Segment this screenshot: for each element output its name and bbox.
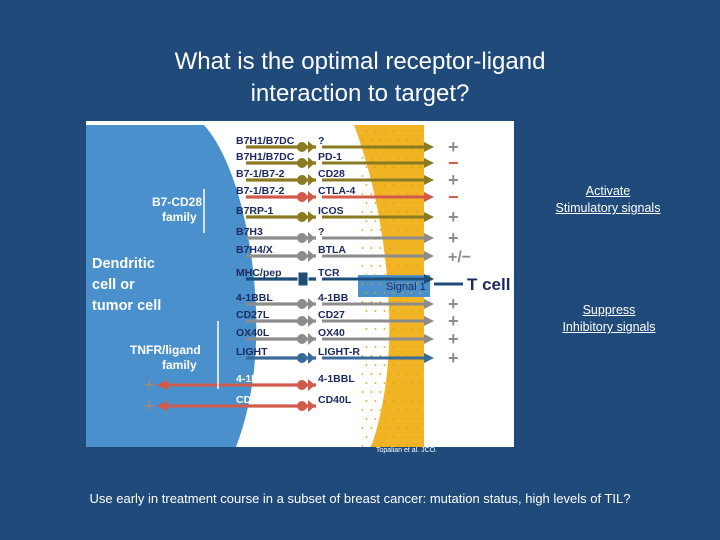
t-cell-dot xyxy=(402,166,404,168)
t-cell-dot xyxy=(375,274,377,276)
ligand-label: B7RP-1 xyxy=(236,205,274,217)
t-cell-dot xyxy=(384,346,386,348)
t-cell-dot xyxy=(420,184,422,186)
dendritic-cell-label-1: Dendritic xyxy=(92,256,155,272)
t-cell-dot xyxy=(380,175,382,177)
receptor-label: OX40 xyxy=(318,327,345,339)
t-cell-dot xyxy=(393,346,395,348)
signal-1-label: Signal 1 xyxy=(386,281,426,293)
t-cell-dot xyxy=(393,328,395,330)
effect-symbol: − xyxy=(448,153,459,173)
t-cell-dot xyxy=(375,130,377,132)
t-cell-label: T cell xyxy=(467,275,511,294)
t-cell-dot xyxy=(375,400,377,402)
t-cell-dot xyxy=(393,436,395,438)
t-cell-dot xyxy=(380,229,382,231)
t-cell-dot xyxy=(393,400,395,402)
t-cell-dot xyxy=(393,166,395,168)
t-cell-dot xyxy=(407,175,409,177)
t-cell-dot xyxy=(411,202,413,204)
t-cell-dot xyxy=(407,265,409,267)
t-cell-dot xyxy=(411,220,413,222)
t-cell-dot xyxy=(407,139,409,141)
ligand-label: OX40L xyxy=(236,327,270,339)
t-cell-dot xyxy=(366,418,368,420)
inhibitory-signals-label: Inhibitory signals xyxy=(562,320,656,334)
t-cell-dot xyxy=(398,373,400,375)
t-cell-dot xyxy=(411,310,413,312)
t-cell-dot xyxy=(411,436,413,438)
t-cell-dot xyxy=(407,229,409,231)
t-cell-dot xyxy=(411,382,413,384)
t-cell-dot xyxy=(375,184,377,186)
t-cell-dot xyxy=(402,274,404,276)
t-cell-dot xyxy=(384,382,386,384)
ligand-label: LIGHT xyxy=(236,346,268,358)
t-cell-dot xyxy=(411,364,413,366)
t-cell-dot xyxy=(420,202,422,204)
t-cell-dot xyxy=(416,175,418,177)
t-cell-dot xyxy=(384,364,386,366)
t-cell-dot xyxy=(362,247,364,249)
t-cell-dot xyxy=(416,373,418,375)
t-cell-dot xyxy=(380,247,382,249)
t-cell-dot xyxy=(402,436,404,438)
t-cell-dot xyxy=(398,193,400,195)
t-cell-dot xyxy=(411,130,413,132)
citation: Topalian et al. JCO. xyxy=(376,447,438,454)
suppress-label: Suppress xyxy=(582,303,636,317)
t-cell-dot xyxy=(393,310,395,312)
t-cell-dot xyxy=(402,220,404,222)
t-cell-dot xyxy=(420,310,422,312)
t-cell-dot xyxy=(366,292,368,294)
ligand-label: 4-1BB xyxy=(236,373,267,385)
t-cell-dot xyxy=(389,391,391,393)
receptor-knob xyxy=(297,353,307,363)
t-cell-dot xyxy=(389,211,391,213)
receptor-label: 4-1BB xyxy=(318,292,349,304)
t-cell-dot xyxy=(411,400,413,402)
t-cell-dot xyxy=(366,130,368,132)
t-cell-dot xyxy=(402,400,404,402)
t-cell-dot xyxy=(380,157,382,159)
effect-symbol: + xyxy=(448,170,459,190)
t-cell-dot xyxy=(362,139,364,141)
t-cell-dot xyxy=(362,427,364,429)
ligand-label: 4-1BBL xyxy=(236,292,273,304)
ligand-label: B7H4/X xyxy=(236,244,273,256)
t-cell-dot xyxy=(371,229,373,231)
t-cell-dot xyxy=(416,247,418,249)
t-cell-dot xyxy=(371,373,373,375)
t-cell-dot xyxy=(371,391,373,393)
t-cell-dot xyxy=(402,346,404,348)
t-cell-dot xyxy=(398,157,400,159)
t-cell-dot xyxy=(375,220,377,222)
receptor-knob xyxy=(297,233,307,243)
t-cell-dot xyxy=(398,409,400,411)
receptor-ligand-figure xyxy=(86,121,514,447)
t-cell-dot xyxy=(420,364,422,366)
t-cell-dot xyxy=(416,265,418,267)
activate-label: Activate xyxy=(585,184,631,198)
effect-symbol: + xyxy=(448,329,459,349)
t-cell-dot xyxy=(375,328,377,330)
receptor-label: CTLA-4 xyxy=(318,185,356,197)
footer-note: Use early in treatment course in a subset of breast cancer: mutation status, high levels of TIL? xyxy=(89,491,631,506)
t-cell-dot xyxy=(380,283,382,285)
t-cell-dot xyxy=(366,202,368,204)
t-cell-dot xyxy=(389,409,391,411)
t-cell-dot xyxy=(375,346,377,348)
t-cell-dot xyxy=(393,184,395,186)
t-cell-dot xyxy=(384,328,386,330)
t-cell-dot xyxy=(416,391,418,393)
t-cell-dot xyxy=(407,391,409,393)
mhc-tcr-square xyxy=(298,272,308,286)
t-cell-dot xyxy=(420,166,422,168)
receptor-label: BTLA xyxy=(318,244,346,256)
t-cell-dot xyxy=(402,202,404,204)
t-cell-dot xyxy=(375,382,377,384)
t-cell-dot xyxy=(362,193,364,195)
t-cell-dot xyxy=(371,283,373,285)
t-cell-dot xyxy=(398,175,400,177)
t-cell-dot xyxy=(375,310,377,312)
t-cell-dot xyxy=(362,445,364,447)
t-cell-dot xyxy=(402,418,404,420)
t-cell-dot xyxy=(371,175,373,177)
t-cell-dot xyxy=(420,328,422,330)
t-cell-dot xyxy=(362,229,364,231)
t-cell-dot xyxy=(371,247,373,249)
t-cell-dot xyxy=(407,427,409,429)
ligand-label: CD40 xyxy=(236,394,263,406)
effect-symbol: + xyxy=(448,311,459,331)
stimulatory-signals-label: Stimulatory signals xyxy=(555,201,661,215)
t-cell-dot xyxy=(407,157,409,159)
t-cell-dot xyxy=(389,247,391,249)
ligand-label: B7-1/B7-2 xyxy=(236,168,285,180)
t-cell-dot xyxy=(393,220,395,222)
t-cell-dot xyxy=(384,310,386,312)
t-cell-dot xyxy=(393,130,395,132)
t-cell-dot xyxy=(371,193,373,195)
effect-symbol: + xyxy=(144,396,155,416)
t-cell-dot xyxy=(393,418,395,420)
t-cell-dot xyxy=(402,130,404,132)
t-cell-dot xyxy=(384,166,386,168)
t-cell-dot xyxy=(380,427,382,429)
t-cell-dot xyxy=(411,166,413,168)
title-line-2: interaction to target? xyxy=(250,80,470,107)
t-cell-dot xyxy=(366,274,368,276)
t-cell-dot xyxy=(402,184,404,186)
receptor-knob xyxy=(297,192,307,202)
ligand-label: B7H1/B7DC xyxy=(236,151,295,163)
effect-symbol: − xyxy=(448,187,459,207)
t-cell-dot xyxy=(366,328,368,330)
t-cell-dot xyxy=(384,130,386,132)
t-cell-dot xyxy=(362,283,364,285)
t-cell-dot xyxy=(402,382,404,384)
t-cell-dot xyxy=(398,391,400,393)
t-cell-dot xyxy=(380,265,382,267)
t-cell-dot xyxy=(371,139,373,141)
t-cell-dot xyxy=(389,373,391,375)
slide-title xyxy=(80,46,640,110)
t-cell-dot xyxy=(362,409,364,411)
t-cell-dot xyxy=(371,265,373,267)
effect-symbol: + xyxy=(448,228,459,248)
receptor-knob xyxy=(297,158,307,168)
t-cell-dot xyxy=(411,274,413,276)
t-cell-dot xyxy=(416,229,418,231)
t-cell-dot xyxy=(416,157,418,159)
t-cell-dot xyxy=(389,229,391,231)
receptor-knob xyxy=(297,142,307,152)
t-cell-dot xyxy=(420,436,422,438)
t-cell-dot xyxy=(420,418,422,420)
t-cell-dot xyxy=(375,418,377,420)
t-cell-dot xyxy=(389,265,391,267)
receptor-knob xyxy=(297,299,307,309)
t-cell-dot xyxy=(402,310,404,312)
t-cell-dot xyxy=(375,202,377,204)
t-cell-dot xyxy=(389,193,391,195)
effect-symbol: + xyxy=(448,348,459,368)
receptor-knob xyxy=(297,212,307,222)
t-cell-dot xyxy=(375,166,377,168)
receptor-label: 4-1BBL xyxy=(318,373,355,385)
t-cell-dot xyxy=(398,265,400,267)
t-cell-dot xyxy=(362,211,364,213)
receptor-knob xyxy=(297,175,307,185)
receptor-knob xyxy=(297,334,307,344)
receptor-label: ? xyxy=(318,135,325,147)
t-cell-dot xyxy=(389,139,391,141)
ligand-label: CD27L xyxy=(236,309,270,321)
b7-family-label-2: family xyxy=(162,210,197,224)
receptor-label: LIGHT-R xyxy=(318,346,360,358)
t-cell-dot xyxy=(375,364,377,366)
t-cell-dot xyxy=(384,274,386,276)
activate-stimulatory-callout xyxy=(540,183,676,217)
t-cell-dot xyxy=(416,427,418,429)
title-line-1: What is the optimal receptor-ligand xyxy=(174,48,546,75)
t-cell-dot xyxy=(384,220,386,222)
receptor-label: CD40L xyxy=(318,394,352,406)
t-cell-dot xyxy=(375,292,377,294)
receptor-knob xyxy=(297,251,307,261)
t-cell-dot xyxy=(366,364,368,366)
t-cell-dot xyxy=(380,211,382,213)
t-cell-dot xyxy=(416,211,418,213)
effect-symbol: + xyxy=(448,294,459,314)
t-cell-dot xyxy=(402,328,404,330)
t-cell-dot xyxy=(389,157,391,159)
t-cell-dot xyxy=(362,391,364,393)
t-cell-dot xyxy=(389,427,391,429)
t-cell-dot xyxy=(407,409,409,411)
ligand-label: B7H3 xyxy=(236,226,263,238)
t-cell-dot xyxy=(362,175,364,177)
t-cell-dot xyxy=(384,436,386,438)
t-cell-dot xyxy=(389,175,391,177)
tnfr-family-label-2: family xyxy=(162,358,197,372)
t-cell-dot xyxy=(398,139,400,141)
suppress-inhibitory-callout xyxy=(548,302,670,336)
t-cell-dot xyxy=(384,202,386,204)
receptor-label: TCR xyxy=(318,267,340,279)
t-cell-dot xyxy=(371,445,373,447)
t-cell-dot xyxy=(393,364,395,366)
t-cell-dot xyxy=(420,346,422,348)
t-cell-dot xyxy=(371,409,373,411)
t-cell-dot xyxy=(411,418,413,420)
t-cell-dot xyxy=(411,184,413,186)
ligand-label: B7-1/B7-2 xyxy=(236,185,285,197)
effect-symbol: +/− xyxy=(448,249,472,266)
t-cell-dot xyxy=(366,436,368,438)
t-cell-dot xyxy=(362,373,364,375)
receptor-label: CD28 xyxy=(318,168,345,180)
t-cell-dot xyxy=(411,346,413,348)
t-cell-dot xyxy=(380,373,382,375)
t-cell-dot xyxy=(380,193,382,195)
t-cell-dot xyxy=(366,166,368,168)
receptor-label: PD-1 xyxy=(318,151,342,163)
t-cell-dot xyxy=(371,211,373,213)
t-cell-dot xyxy=(384,418,386,420)
t-cell-dot xyxy=(393,202,395,204)
receptor-knob xyxy=(297,316,307,326)
t-cell-dot xyxy=(366,400,368,402)
t-cell-dot xyxy=(366,220,368,222)
t-cell-dot xyxy=(398,211,400,213)
t-cell-dot xyxy=(407,193,409,195)
t-cell-dot xyxy=(416,193,418,195)
t-cell-dot xyxy=(366,346,368,348)
ligand-label: B7H1/B7DC xyxy=(236,135,295,147)
t-cell-dot xyxy=(362,157,364,159)
t-cell-dot xyxy=(407,247,409,249)
t-cell-dot xyxy=(375,436,377,438)
ligand-label: MHC/pep xyxy=(236,267,282,279)
t-cell-dot xyxy=(366,184,368,186)
t-cell-dot xyxy=(398,247,400,249)
t-cell-dot xyxy=(398,229,400,231)
t-cell-dot xyxy=(371,427,373,429)
dendritic-cell-label-2: cell or xyxy=(92,277,135,293)
t-cell-dot xyxy=(384,184,386,186)
t-cell-dot xyxy=(380,139,382,141)
t-cell-dot xyxy=(366,382,368,384)
t-cell-dot xyxy=(402,364,404,366)
t-cell-dot xyxy=(420,400,422,402)
dendritic-cell-label-3: tumor cell xyxy=(92,298,162,314)
b7-family-label-1: B7-CD28 xyxy=(152,195,203,209)
receptor-label: CD27 xyxy=(318,309,345,321)
t-cell-dot xyxy=(416,139,418,141)
receptor-label: ICOS xyxy=(318,205,344,217)
t-cell-dot xyxy=(416,409,418,411)
t-cell-dot xyxy=(380,409,382,411)
t-cell-dot xyxy=(420,220,422,222)
t-cell-dot xyxy=(407,211,409,213)
t-cell-dot xyxy=(366,310,368,312)
receptor-label: ? xyxy=(318,226,325,238)
t-cell-dot xyxy=(420,274,422,276)
t-cell-dot xyxy=(420,382,422,384)
receptor-ligand-diagram xyxy=(86,121,514,447)
effect-symbol: + xyxy=(448,207,459,227)
tnfr-family-label-1: TNFR/ligand xyxy=(130,343,201,357)
t-cell-dot xyxy=(380,391,382,393)
t-cell-dot xyxy=(393,382,395,384)
effect-symbol: + xyxy=(144,375,155,395)
t-cell-dot xyxy=(398,427,400,429)
t-cell-dot xyxy=(371,157,373,159)
t-cell-dot xyxy=(362,265,364,267)
t-cell-dot xyxy=(407,373,409,375)
t-cell-dot xyxy=(420,130,422,132)
t-cell-dot xyxy=(384,400,386,402)
effect-symbol: + xyxy=(448,137,459,157)
t-cell-dot xyxy=(411,328,413,330)
t-cell-dot xyxy=(393,274,395,276)
